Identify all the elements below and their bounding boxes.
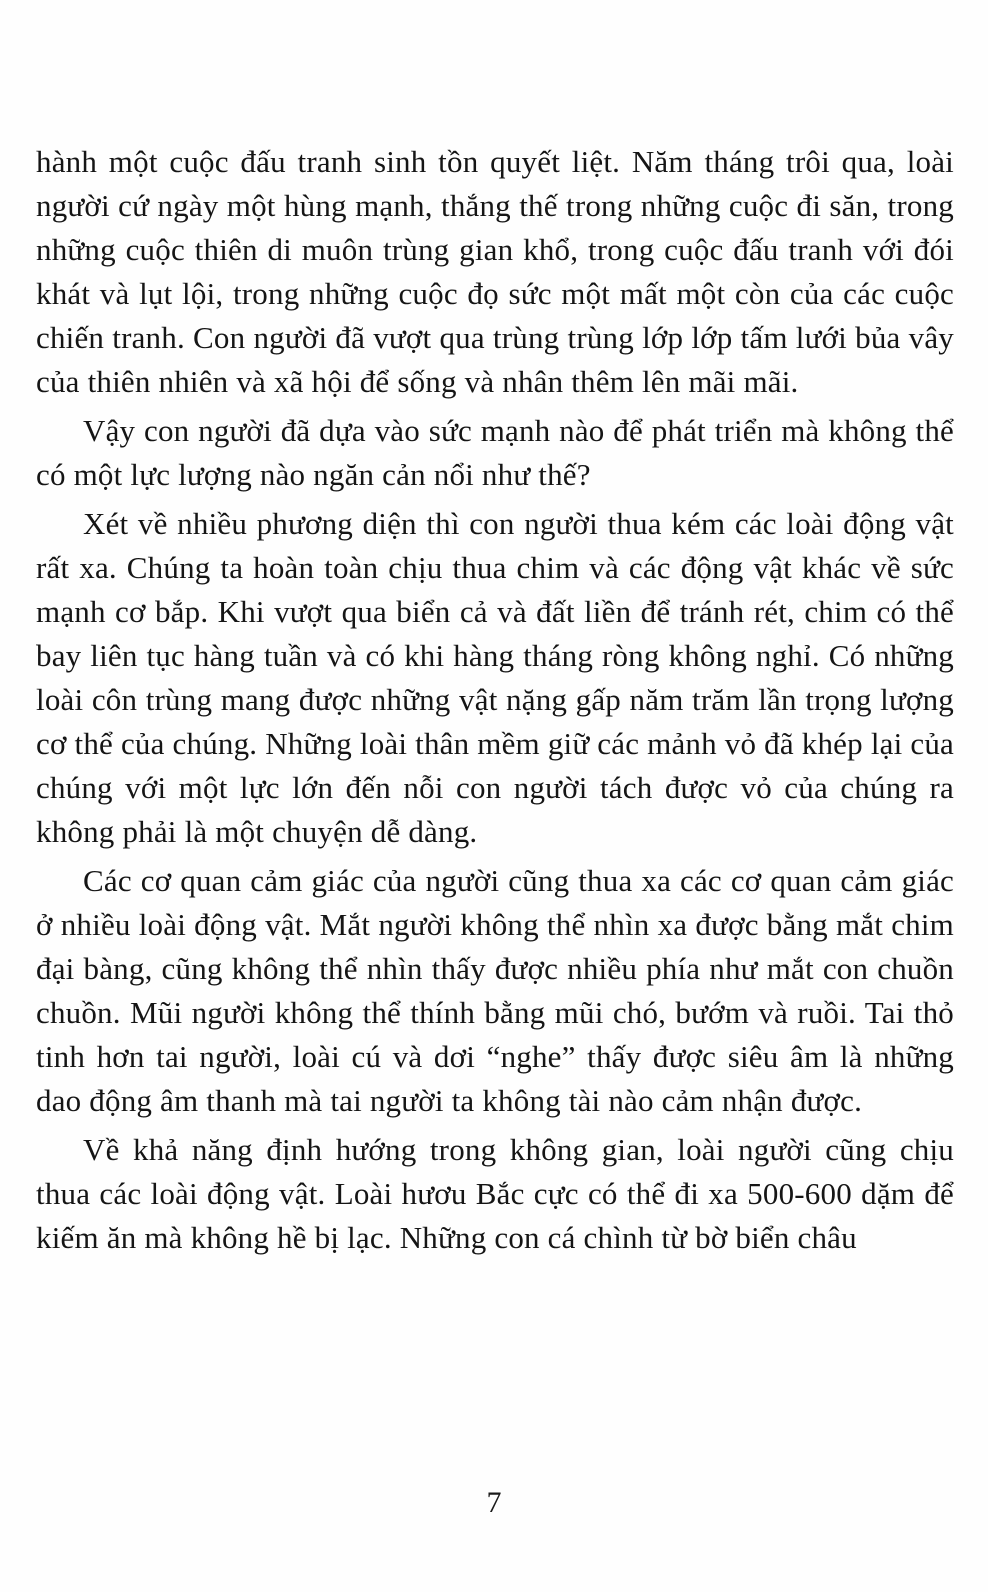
paragraph: hành một cuộc đấu tranh sinh tồn quyết liệt. Năm tháng trôi qua, loài người cứ ngày một hùng mạnh, thắng thế trong những cuộc đi săn, trong những cuộc thiên di muôn trùng gian khổ, trong cuộc đấu tranh với đói khát và lụt lội, trong những cuộc đọ sức một mất một còn của các cuộc chiến tranh. Con người đã vượt qua trùng trùng lớp lớp tấm lưới bủa vây của thiên nhiên và xã hội để sống và nhân thêm lên mãi mãi. bbox=[36, 144, 954, 399]
paragraph: Vậy con người đã dựa vào sức mạnh nào để phát triển mà không thể có một lực lượng nào ngăn cản nổi như thế? bbox=[36, 413, 954, 492]
page-number: 7 bbox=[486, 1486, 502, 1519]
page-text-block bbox=[36, 140, 954, 1260]
paragraph: Xét về nhiều phương diện thì con người thua kém các loài động vật rất xa. Chúng ta hoàn toàn chịu thua chim và các động vật khác về sức mạnh cơ bắp. Khi vượt qua biển cả và đất liền để tránh rét, chim có thể bay liên tục hàng tuần và có khi hàng tháng ròng không nghỉ. Có những loài côn trùng mang được những vật nặng gấp năm trăm lần trọng lượng cơ thể của chúng. Những loài thân mềm giữ các mảnh vỏ đã khép lại của chúng với một lực lớn đến nỗi con người tách được vỏ của chúng ra không phải là một chuyện dễ dàng. bbox=[36, 506, 954, 849]
paragraph: Về khả năng định hướng trong không gian, loài người cũng chịu thua các loài động vật. Loài hươu Bắc cực có thể đi xa 500-600 dặm để kiếm ăn mà không hề bị lạc. Những con cá chình từ bờ biển châu bbox=[36, 1132, 954, 1255]
paragraph: Các cơ quan cảm giác của người cũng thua xa các cơ quan cảm giác ở nhiều loài động vật. Mắt người không thể nhìn xa được bằng mắt chim đại bàng, cũng không thể nhìn thấy được nhiều phía như mắt con chuồn chuồn. Mũi người không thể thính bằng mũi chó, bướm và ruồi. Tai thỏ tinh hơn tai người, loài cú và dơi “nghe” thấy được siêu âm là những dao động âm thanh mà tai người ta không tài nào cảm nhận được. bbox=[36, 863, 954, 1118]
